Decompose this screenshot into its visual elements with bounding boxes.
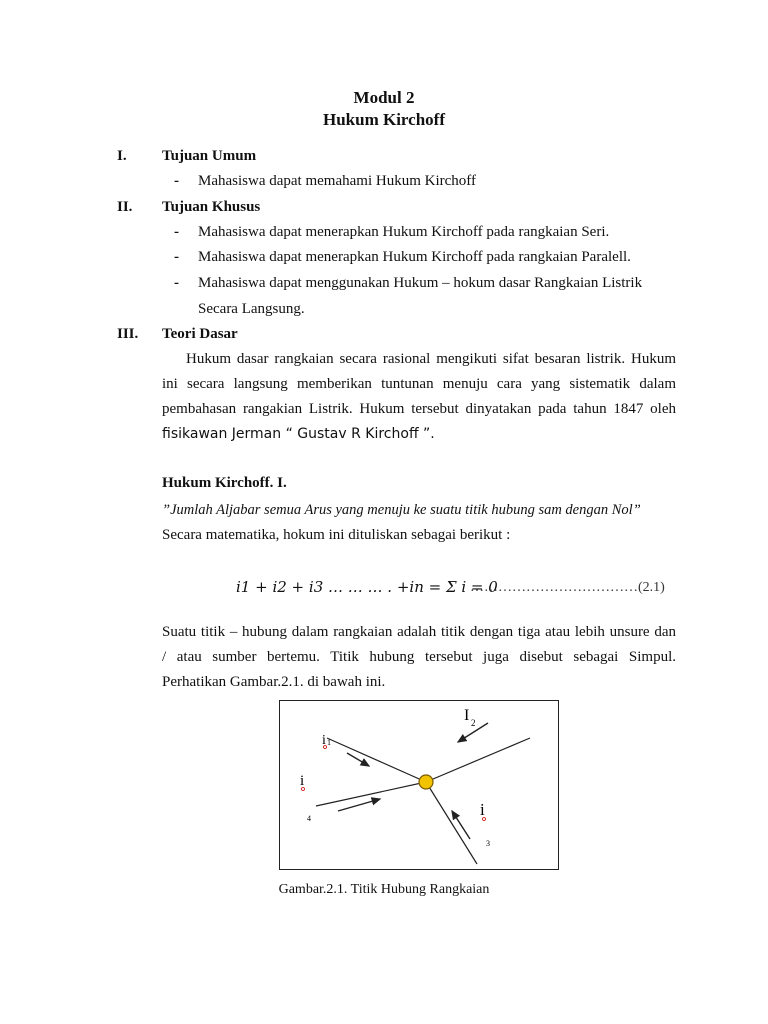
bullet-dash: - — [174, 173, 179, 189]
junction-diagram — [280, 701, 558, 869]
teori-dasar-paragraph — [162, 347, 676, 447]
bullet-dash: - — [174, 224, 179, 240]
branch-line-2 — [426, 738, 530, 782]
section-2-item: Mahasiswa dapat menerapkan Hukum Kirchoff pada rangkaian Seri. — [198, 224, 610, 240]
branch-line-3 — [426, 782, 477, 864]
bullet-dash: - — [174, 249, 179, 265]
law-quote: ”Jumlah Aljabar semua Arus yang menuju ke suatu titik hubung sam dengan Nol” — [162, 502, 641, 518]
page-title: Modul 2 — [353, 88, 415, 107]
section-1-heading: Tujuan Umum — [162, 148, 257, 164]
junction-node — [419, 775, 433, 789]
paragraph-line: / atau sumber bertemu. Titik hubung tersebut juga disebut sebagai Simpul. — [162, 649, 676, 665]
label-i4-sub: 4 — [307, 814, 311, 823]
page-subtitle: Hukum Kirchoff — [322, 110, 445, 129]
section-2-item: Mahasiswa dapat menerapkan Hukum Kirchoff pada rangkaian Paralell. — [198, 249, 631, 265]
branch-line-1 — [327, 738, 426, 782]
junction-figure — [279, 700, 559, 870]
formula-intro: Secara matematika, hokum ini dituliskan sebagai berikut : — [162, 527, 511, 543]
section-2-heading: Tujuan Khusus — [162, 199, 261, 215]
section-1-item: Mahasiswa dapat memahami Hukum Kirchoff — [198, 173, 476, 189]
equation-number: ………………………………(2.1) — [470, 580, 665, 595]
label-i3: i — [480, 800, 485, 819]
simpul-paragraph — [162, 620, 676, 695]
section-2-numeral: II. — [117, 199, 133, 215]
label-i3-sub: 3 — [486, 839, 490, 848]
section-3-numeral: III. — [117, 326, 139, 342]
section-2-item-continuation: Secara Langsung. — [198, 301, 305, 317]
arrow-i4 — [338, 799, 380, 811]
section-3-heading: Teori Dasar — [162, 326, 238, 342]
branch-line-4 — [316, 782, 426, 806]
section-2-item: Mahasiswa dapat menggunakan Hukum – hokum dasar Rangkaian Listrik — [198, 275, 643, 291]
kirchoff-1-heading: Hukum Kirchoff. I. — [162, 475, 287, 491]
paragraph-line: pembahasan rangakian Listrik. Hukum tersebut dinyatakan pada tahun 1847 oleh — [162, 401, 676, 417]
label-i2: I — [464, 707, 470, 724]
section-1-numeral: I. — [117, 148, 127, 164]
bullet-dash: - — [174, 275, 179, 291]
arrow-i3 — [452, 811, 470, 839]
paragraph-line: fisikawan Jerman “ Gustav R Kirchoff ”. — [162, 426, 435, 442]
label-i1: i — [322, 733, 326, 748]
paragraph-line: Suatu titik – hubung dalam rangkaian adalah titik dengan tiga atau lebih unsure dan — [162, 624, 676, 640]
paragraph-line: Hukum dasar rangkaian secara rasional mengikuti sifat besaran listrik. Hukum — [186, 351, 676, 367]
label-i1-sub: 1 — [327, 738, 331, 747]
label-i4: i — [300, 773, 305, 789]
kirchoff-formula: 𝑖1 + 𝑖2 + 𝑖3 … … … . +𝑖𝑛 = Σ i = 0 — [236, 578, 498, 596]
label-i2-sub: 2 — [471, 718, 476, 728]
figure-caption: Gambar.2.1. Titik Hubung Rangkaian — [278, 882, 490, 897]
paragraph-line: ini secara langsung memberikan tuntunan menuju cara yang sistematik dalam — [162, 376, 676, 392]
paragraph-line: Perhatikan Gambar.2.1. di bawah ini. — [162, 674, 386, 690]
